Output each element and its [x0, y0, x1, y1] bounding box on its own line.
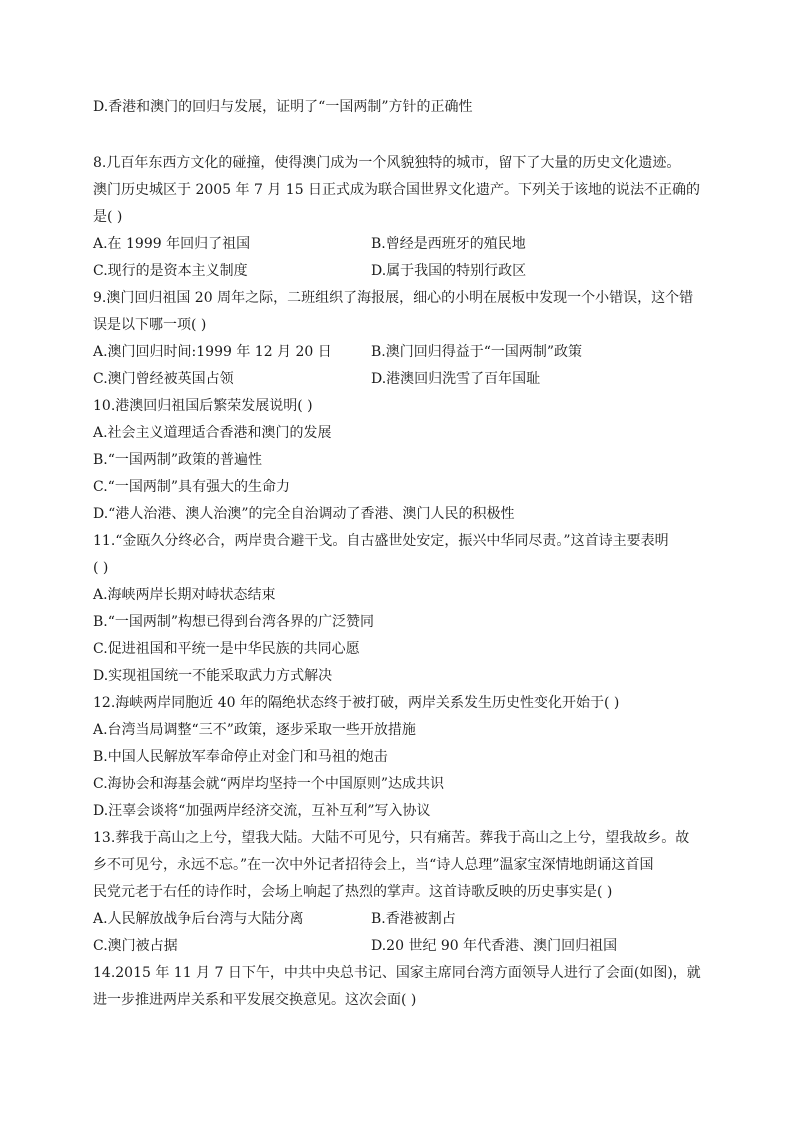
q14-stem-line-2: 进一步推进两岸关系和平发展交换意见。这次会面( ) — [93, 992, 417, 1008]
q11-stem-line-2: ( ) — [93, 560, 109, 576]
q10-option-c: C.“一国两制”具有强大的生命力 — [93, 479, 290, 495]
q12-option-b: B.中国人民解放军奉命停止对金门和马祖的炮击 — [93, 749, 388, 765]
q8-option-b: B.曾经是西班牙的殖民地 — [371, 236, 526, 252]
q8-option-d: D.属于我国的特别行政区 — [371, 263, 527, 279]
q9-option-d: D.港澳回归洗雪了百年国耻 — [371, 371, 541, 387]
q14-stem-line-1: 14.2015 年 11 月 7 日下午，中共中央总书记、国家主席同台湾方面领导人进行了会面(如图)，就 — [93, 965, 701, 981]
q9-stem-line-1: 9.澳门回归祖国 20 周年之际，二班组织了海报展，细心的小明在展板中发现一个小错误，这个错 — [93, 290, 694, 306]
q12-option-a: A.台湾当局调整“三不”政策，逐步采取一些开放措施 — [93, 722, 416, 738]
q8-stem-line-2: 澳门历史城区于 2005 年 7 月 15 日正式成为联合国世界文化遗产。下列关于该地的说法不正确的 — [93, 182, 701, 198]
q12-option-c: C.海协会和海基会就“两岸均坚持一个中国原则”达成共识 — [93, 776, 444, 792]
q11-stem-line-1: 11.“金瓯久分终必合，两岸贵合避干戈。自古盛世处安定，振兴中华同尽责。”这首诗主要表明 — [93, 533, 669, 549]
q10-option-a: A.社会主义道理适合香港和澳门的发展 — [93, 425, 332, 441]
q10-option-d: D.“港人治港、澳人治澳”的完全自治调动了香港、澳门人民的积极性 — [93, 506, 515, 522]
q12-option-d: D.汪辜会谈将“加强两岸经济交流，互补互利”写入协议 — [93, 803, 431, 819]
q8-stem-line-1: 8.几百年东西方文化的碰撞，使得澳门成为一个风貌独特的城市，留下了大量的历史文化遗迹。 — [93, 155, 681, 171]
q9-stem-line-2: 误是以下哪一项( ) — [93, 317, 207, 333]
q11-option-d: D.实现祖国统一不能采取武力方式解决 — [93, 668, 333, 684]
q10-stem: 10.港澳回归祖国后繁荣发展说明( ) — [93, 398, 313, 414]
q13-stem-line-1: 13.葬我于高山之上兮，望我大陆。大陆不可见兮，只有痛苦。葬我于高山之上兮，望我故乡。故 — [93, 830, 690, 846]
q13-option-d: D.20 世纪 90 年代香港、澳门回归祖国 — [371, 938, 618, 954]
q10-option-b: B.“一国两制”政策的普遍性 — [93, 452, 263, 468]
q7-option-d: D.香港和澳门的回归与发展，证明了“一国两制”方针的正确性 — [93, 99, 473, 115]
q9-option-b: B.澳门回归得益于“一国两制”政策 — [371, 344, 583, 360]
q8-option-c: C.现行的是资本主义制度 — [93, 263, 248, 279]
q11-option-c: C.促进祖国和平统一是中华民族的共同心愿 — [93, 641, 360, 657]
q11-option-a: A.海峡两岸长期对峙状态结束 — [93, 587, 276, 603]
q11-option-b: B.“一国两制”构想已得到台湾各界的广泛赞同 — [93, 614, 375, 630]
q13-stem-line-2: 乡不可见兮，永远不忘。”在一次中外记者招待会上，当“诗人总理”温家宝深情地朗诵这首国 — [93, 857, 654, 873]
q13-stem-line-3: 民党元老于右任的诗作时，会场上响起了热烈的掌声。这首诗歌反映的历史事实是( ) — [93, 884, 613, 900]
q9-option-a: A.澳门回归时间:1999 年 12 月 20 日 — [93, 344, 332, 360]
q13-option-a: A.人民解放战争后台湾与大陆分离 — [93, 911, 304, 927]
q8-stem-line-3: 是( ) — [93, 209, 123, 225]
q9-option-c: C.澳门曾经被英国占领 — [93, 371, 234, 387]
q12-stem: 12.海峡两岸同胞近 40 年的隔绝状态终于被打破，两岸关系发生历史性变化开始于( ) — [93, 695, 620, 711]
q8-option-a: A.在 1999 年回归了祖国 — [93, 236, 251, 252]
q13-option-c: C.澳门被占据 — [93, 938, 178, 954]
q13-option-b: B.香港被割占 — [371, 911, 456, 927]
